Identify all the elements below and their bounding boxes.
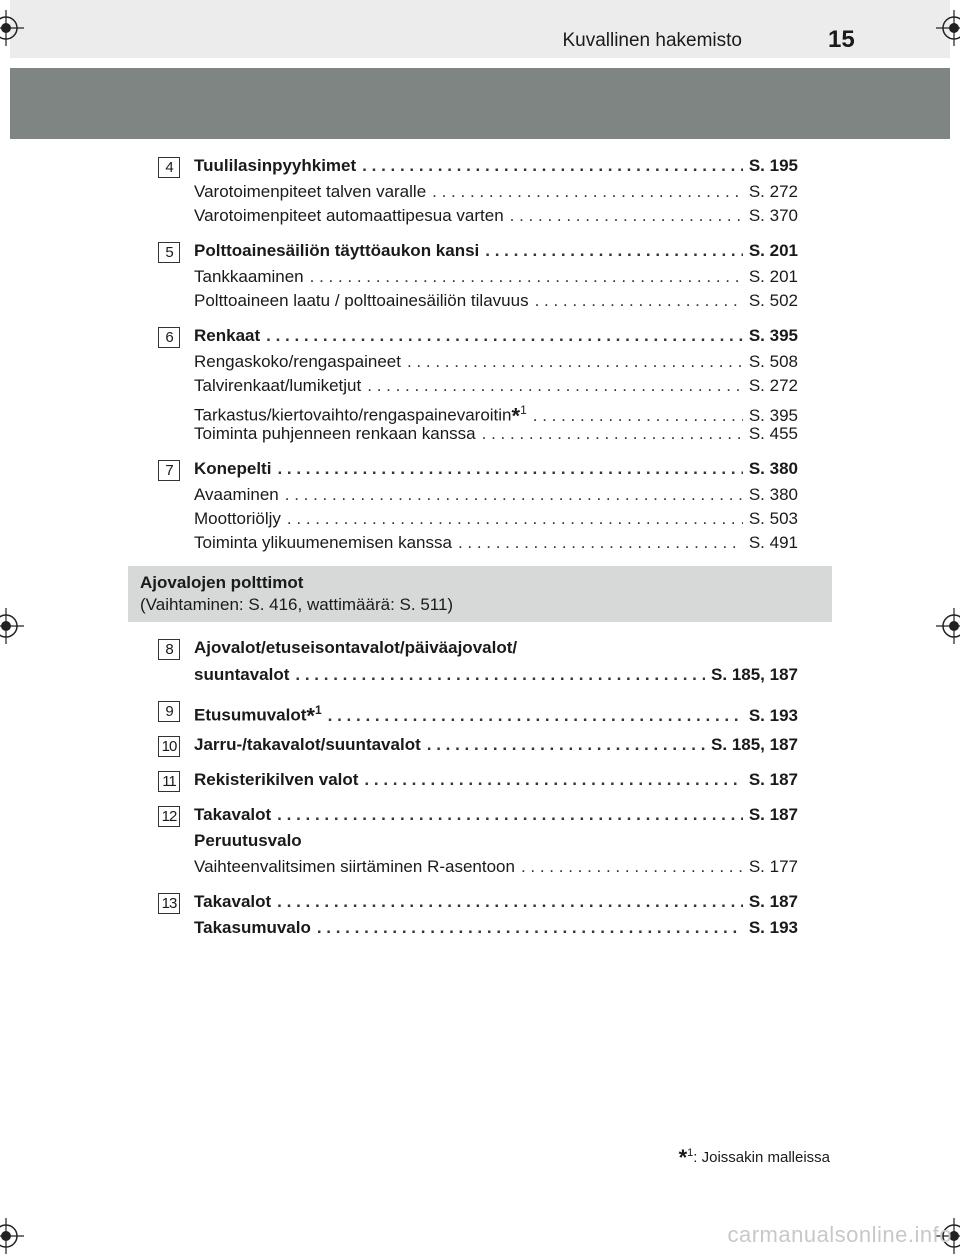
index-subentry xyxy=(194,374,798,398)
entry-title: Jarru-/takavalot/suuntavalot xyxy=(194,735,421,754)
index-content xyxy=(140,154,798,951)
section-number-badge: 4 xyxy=(158,157,180,178)
page-reference: S. 201 xyxy=(748,267,798,286)
index-subentry xyxy=(194,204,798,228)
page-reference: S. 272 xyxy=(748,182,798,201)
index-subentry xyxy=(194,180,798,204)
subentry-label: Toiminta ylikuumenemisen kanssa xyxy=(194,533,452,552)
subentry-label: Varotoimenpiteet automaattipesua varten xyxy=(194,206,504,225)
page-reference: S. 187 xyxy=(748,892,798,911)
info-box-text: (Vaihtaminen: S. 416, wattimäärä: S. 511) xyxy=(140,595,454,614)
page-reference: S. 380 xyxy=(748,485,798,504)
index-entry xyxy=(194,239,798,263)
index-subheading xyxy=(194,829,798,853)
index-entry-line xyxy=(194,636,798,660)
index-subentry xyxy=(194,531,798,555)
entry-title: Etusumuvalot xyxy=(194,705,307,725)
watermark: carmanualsonline.info xyxy=(727,1222,952,1247)
subentry-label: Tarkastus/kiertovaihto/rengaspainevaroitin xyxy=(194,405,512,425)
index-section xyxy=(158,239,798,313)
index-subentry xyxy=(194,483,798,507)
index-subentry xyxy=(194,350,798,374)
page-reference: S. 201 xyxy=(748,241,798,260)
entry-title: Polttoainesäiliön täyttöaukon kansi xyxy=(194,241,480,260)
index-subentry xyxy=(194,422,798,446)
index-entry xyxy=(194,733,798,757)
page-reference: S. 395 xyxy=(748,405,798,425)
section-number-badge: 13 xyxy=(158,893,180,914)
registration-mark-icon xyxy=(0,10,24,46)
subentry-label: Tankkaaminen xyxy=(194,267,304,286)
entry-title: Tuulilasinpyyhkimet xyxy=(194,156,357,175)
index-section xyxy=(158,457,798,555)
subentry-label: Varotoimenpiteet talven varalle xyxy=(194,182,427,201)
index-subentry xyxy=(194,289,798,313)
section-number-badge: 11 xyxy=(158,771,180,792)
entry-title: Konepelti xyxy=(194,459,272,478)
registration-mark-icon xyxy=(0,1218,24,1254)
footnote-number: 1 xyxy=(687,1147,694,1159)
section-number-badge: 12 xyxy=(158,806,180,827)
page-reference: S. 380 xyxy=(748,459,798,478)
index-subentry xyxy=(194,507,798,531)
entry-title: Rekisterikilven valot xyxy=(194,770,359,789)
index-section xyxy=(158,803,798,879)
page-reference: S. 195 xyxy=(748,156,798,175)
index-entry xyxy=(194,154,798,178)
page-reference: S. 185, 187 xyxy=(711,735,798,754)
header-grey-bar xyxy=(10,68,950,139)
index-section xyxy=(158,636,798,687)
page-reference: S. 455 xyxy=(748,424,798,443)
entry-title: Takasumuvalo xyxy=(194,918,311,937)
section-number-badge: 9 xyxy=(158,701,180,722)
footnote-ref: 1 xyxy=(314,703,322,717)
footnote-text: : Joissakin malleissa xyxy=(693,1149,830,1166)
index-subentry xyxy=(194,265,798,289)
index-entry: Etusumuvalot*$^1$ . . . S. 193 xyxy=(194,698,798,722)
page-header-title: Kuvallinen hakemisto xyxy=(562,30,742,51)
page-reference: S. 502 xyxy=(748,291,798,310)
footnote-ref: 1 xyxy=(520,403,527,417)
section-number-badge: 7 xyxy=(158,460,180,481)
subentry-label: Moottoriöljy xyxy=(194,509,281,528)
header-band xyxy=(10,0,950,58)
index-subentry xyxy=(194,855,798,879)
page-reference: S. 395 xyxy=(748,326,798,345)
index-section xyxy=(158,768,798,792)
registration-mark-icon xyxy=(0,608,24,644)
index-entry xyxy=(194,324,798,348)
page-reference: S. 185, 187 xyxy=(711,665,798,684)
index-section xyxy=(158,890,798,940)
index-entry xyxy=(194,457,798,481)
page-reference: S. 508 xyxy=(748,352,798,371)
registration-mark-icon xyxy=(936,608,960,644)
entry-title: Takavalot xyxy=(194,892,272,911)
registration-mark-icon xyxy=(936,10,960,46)
section-number-badge: 8 xyxy=(158,639,180,660)
subentry-label: Avaaminen xyxy=(194,485,279,504)
page-reference: S. 177 xyxy=(748,857,798,876)
index-subentry: Tarkastus/kiertovaihto/rengaspainevaroitin*$^1$ . . . S. 395 xyxy=(194,398,798,422)
entry-title: Renkaat xyxy=(194,326,261,345)
footnote-marker: * xyxy=(678,1145,688,1170)
entry-title: suuntavalot xyxy=(194,665,290,684)
subentry-label: Talvirenkaat/lumiketjut xyxy=(194,376,362,395)
page-number: 15 xyxy=(828,26,855,53)
page-reference: S. 193 xyxy=(748,705,798,725)
section-number-badge: 5 xyxy=(158,242,180,263)
section-number-badge: 6 xyxy=(158,327,180,348)
section-number-badge: 10 xyxy=(158,736,180,757)
index-section xyxy=(158,154,798,228)
index-section xyxy=(158,324,798,446)
index-section xyxy=(158,733,798,757)
page-reference: S. 503 xyxy=(748,509,798,528)
entry-title: Ajovalot/etuseisontavalot/päiväajovalot/ xyxy=(194,638,518,657)
page-reference: S. 491 xyxy=(748,533,798,552)
entry-title: Takavalot xyxy=(194,805,272,824)
subentry-label: Rengaskoko/rengaspaineet xyxy=(194,352,401,371)
page-reference: S. 272 xyxy=(748,376,798,395)
footnote xyxy=(679,1145,830,1171)
index-entry xyxy=(194,916,798,940)
index-section xyxy=(158,698,798,729)
subentry-label: Toiminta puhjenneen renkaan kanssa xyxy=(194,424,476,443)
page-reference: S. 187 xyxy=(748,770,798,789)
index-entry xyxy=(194,890,798,914)
subheading-title: Peruutusvalo xyxy=(194,831,302,850)
info-box xyxy=(128,566,832,622)
index-entry xyxy=(194,663,798,687)
index-entry xyxy=(194,768,798,792)
index-entry xyxy=(194,803,798,827)
page-reference: S. 370 xyxy=(748,206,798,225)
page-reference: S. 187 xyxy=(748,805,798,824)
info-box-title: Ajovalojen polttimot xyxy=(140,573,304,592)
page-reference: S. 193 xyxy=(748,918,798,937)
subentry-label: Vaihteenvalitsimen siirtäminen R-asentoon xyxy=(194,857,515,876)
subentry-label: Polttoaineen laatu / polttoainesäiliön tilavuus xyxy=(194,291,529,310)
